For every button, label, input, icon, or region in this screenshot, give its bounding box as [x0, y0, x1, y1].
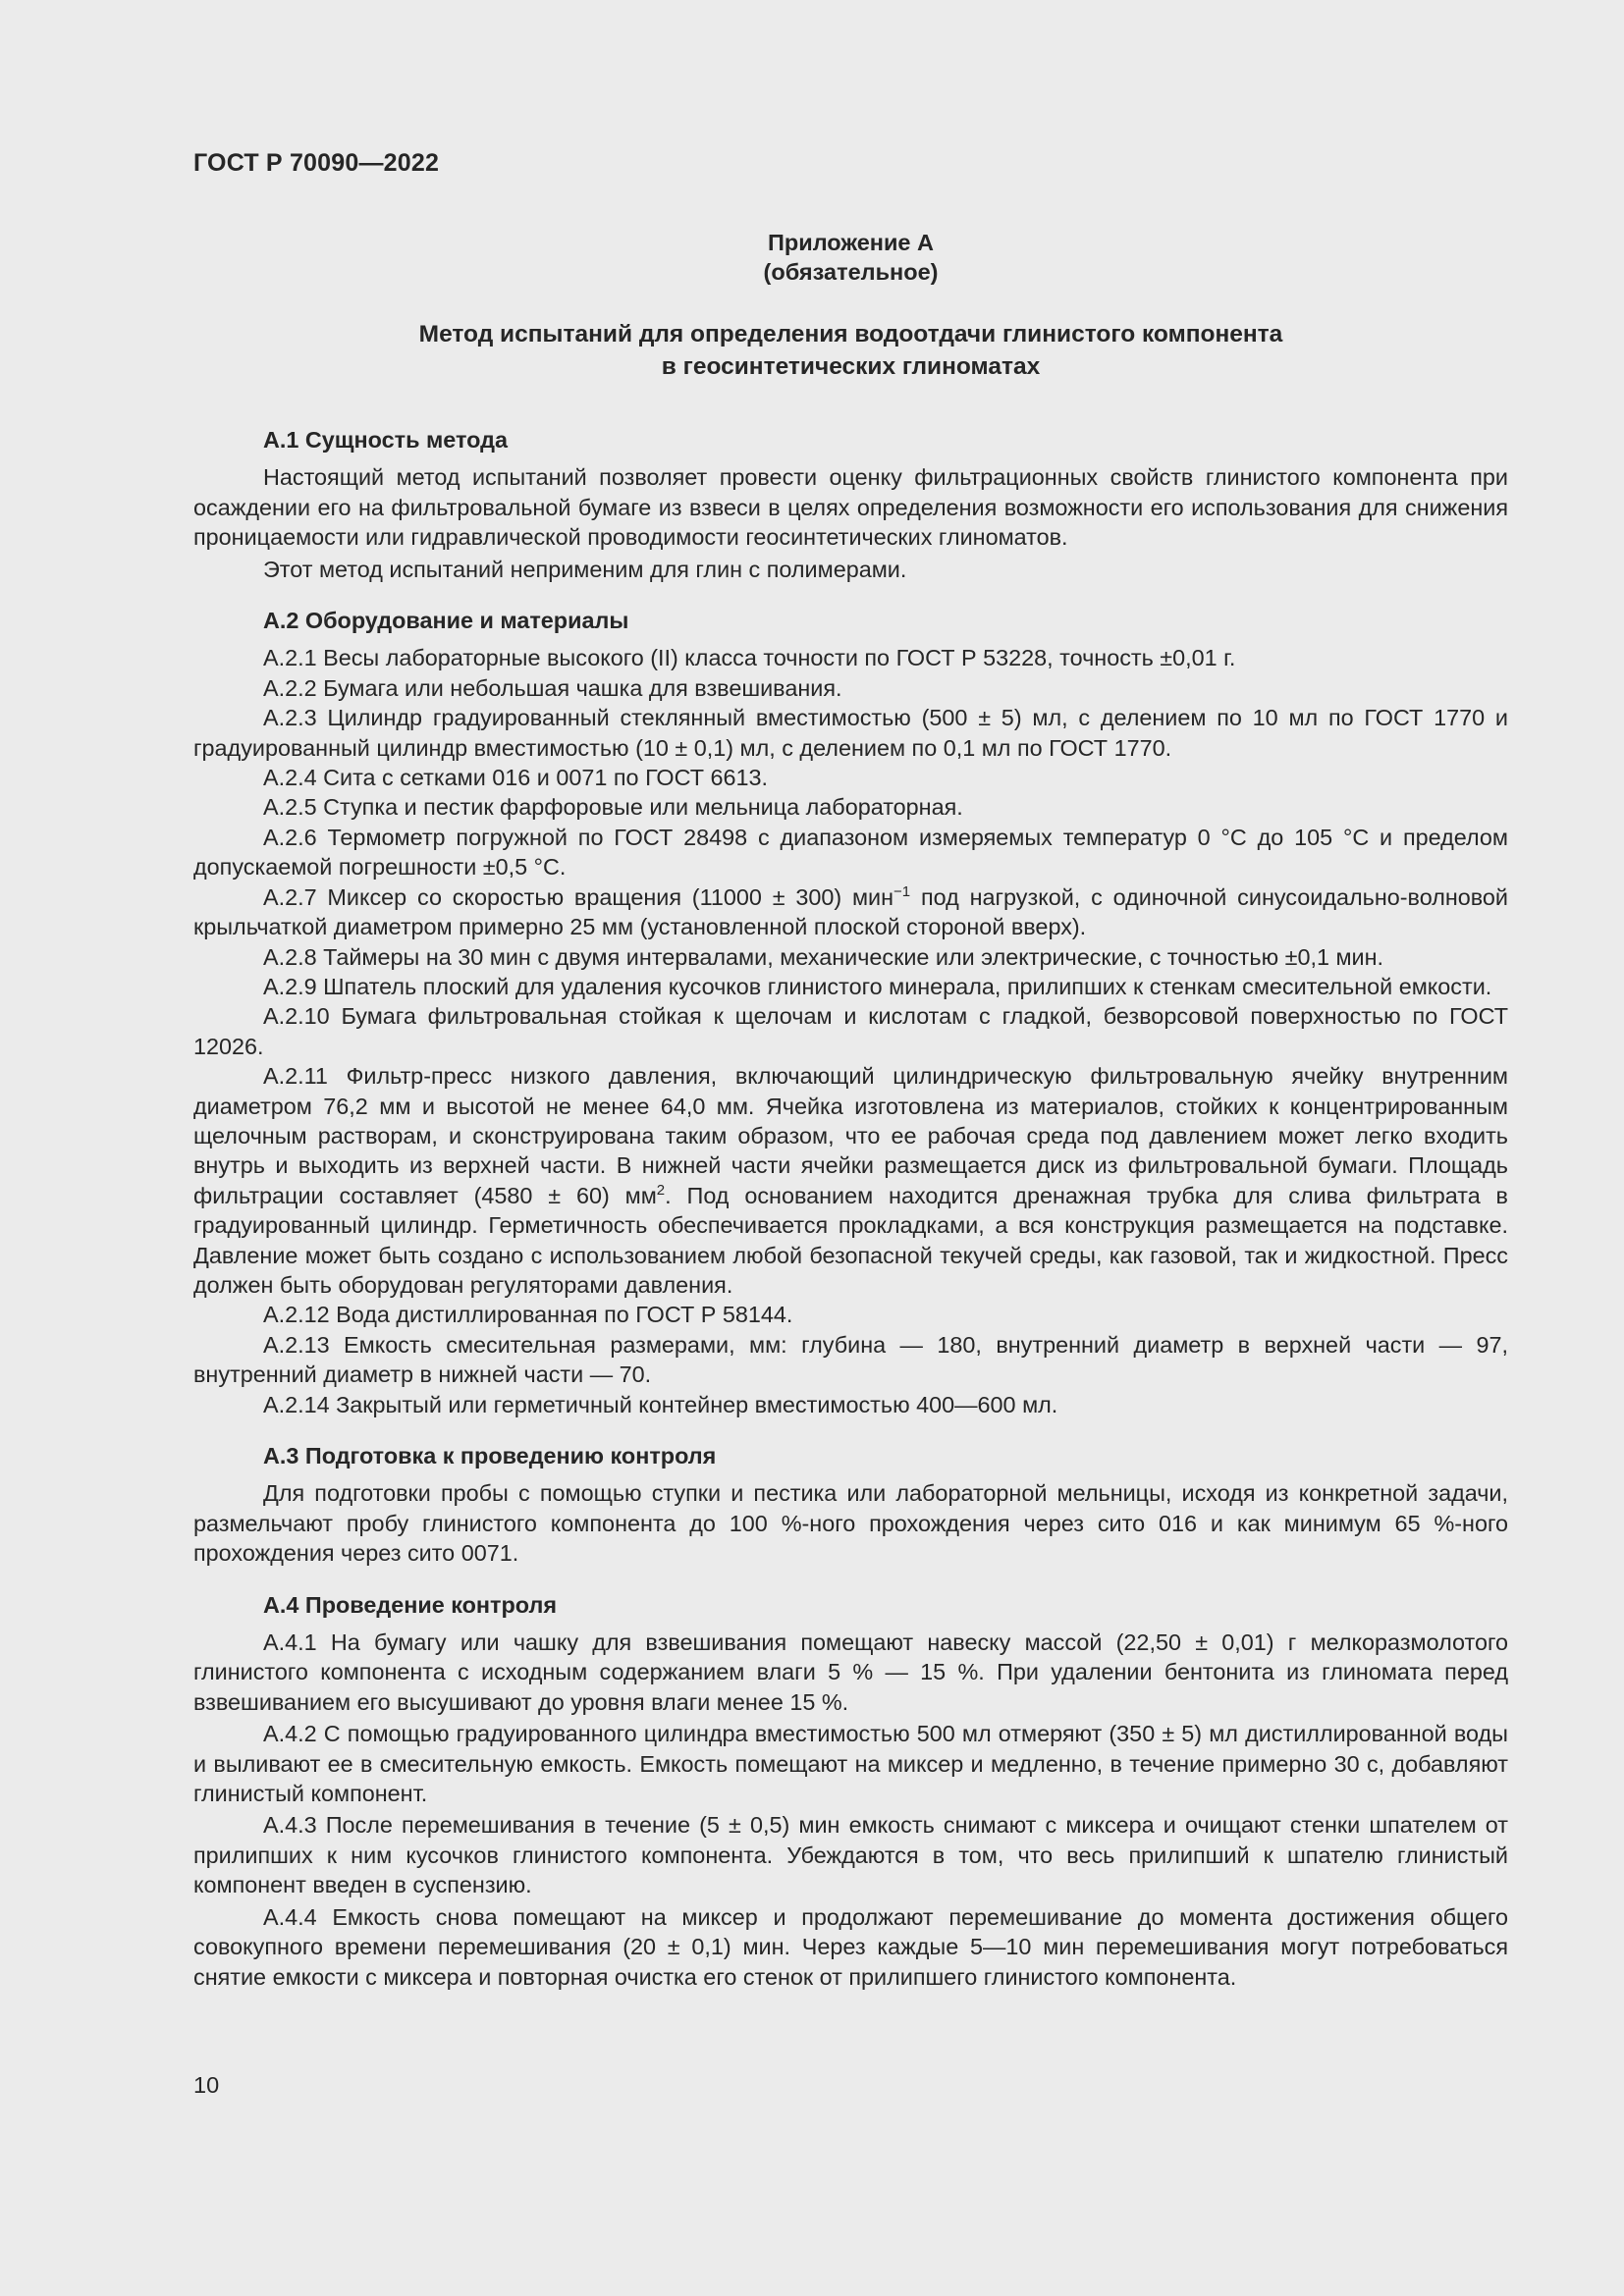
page-number: 10 [193, 2072, 220, 2098]
appendix-heading-line-1: Метод испытаний для определения водоотдачи глинистого компонента [418, 321, 1283, 347]
item-a2-11 [193, 1061, 1508, 1300]
item-a2-7-superscript: −1 [893, 882, 911, 900]
section-a1-paragraph-2: Этот метод испытаний неприменим для глин с полимерами. [263, 556, 907, 582]
section-a3-title: А.3 Подготовка к проведению контроля [263, 1443, 717, 1468]
item-a2-2: А.2.2 Бумага или небольшая чашка для взвешивания. [263, 674, 842, 701]
item-a4-2: А.4.2 С помощью градуированного цилиндра вместимостью 500 мл отмеряют (350 ± 5) мл дистиллированной воды и выливают ее в смесительную емкость. Емкость помещают на миксер и медленно, в течение примерно 30 с, добавляют глинистый компонент. [193, 1721, 1508, 1807]
section-a2-title: А.2 Оборудование и материалы [263, 608, 629, 634]
document-id-header: ГОСТ Р 70090—2022 [193, 149, 440, 177]
item-a2-7 [193, 882, 1508, 942]
item-a2-14: А.2.14 Закрытый или герметичный контейнер вместимостью 400—600 мл. [263, 1391, 1058, 1417]
item-a2-3: А.2.3 Цилиндр градуированный стеклянный вместимостью (500 ± 5) мл, с делением по 10 мл по ГОСТ 1770 и градуированный цилиндр вместимостью (10 ± 0,1) мл, с делением по 0,1 мл по ГОСТ 1770. [193, 705, 1508, 761]
item-a2-11-superscript: 2 [656, 1181, 666, 1199]
item-a2-11-text-b: . Под основанием находится дренажная трубка для слива фильтрата в градуированный цилиндр. Герметичность обеспечивается прокладками, а вся конструкция размещается на подставке. Давление может быть создано с использованием любой безопасной текучей среды, как газовой, так и жидкостной. Пресс должен быть оборудован регуляторами давления. [193, 1182, 1508, 1298]
section-a3-paragraph-1: Для подготовки пробы с помощью ступки и пестика или лабораторной мельницы, исходя из конкретной задачи, размельчают пробу глинистого компонента до 100 %-ного прохождения через сито 016 и как минимум 65 %-ного прохождения через сито 0071. [193, 1480, 1508, 1567]
section-a1-title: А.1 Сущность метода [263, 427, 508, 453]
appendix-heading [193, 318, 1508, 383]
item-a2-8: А.2.8 Таймеры на 30 мин с двумя интервалами, механические или электрические, с точностью ±0,1 мин. [263, 943, 1384, 970]
item-a2-1: А.2.1 Весы лабораторные высокого (II) класса точности по ГОСТ Р 53228, точность ±0,01 г. [263, 645, 1236, 671]
document-body [193, 228, 1508, 1992]
item-a2-10: А.2.10 Бумага фильтровальная стойкая к щелочам и кислотам с гладкой, безворсовой поверхностью по ГОСТ 12026. [193, 1003, 1508, 1059]
item-a2-7-text-b: под нагрузкой, с одиночной синусоидально-волновой крыльчаткой диаметром примерно 25 мм (установленной плоской стороной вверх). [193, 883, 1509, 940]
item-a2-12: А.2.12 Вода дистиллированная по ГОСТ Р 58144. [263, 1302, 793, 1328]
appendix-status: (обязательное) [763, 259, 939, 285]
appendix-title: Приложение А [768, 230, 934, 255]
appendix-heading-line-2: в геосинтетических глиноматах [661, 353, 1041, 380]
item-a2-5: А.2.5 Ступка и пестик фарфоровые или мельница лабораторная. [263, 794, 963, 821]
item-a2-11-text-a: А.2.11 Фильтр-пресс низкого давления, включающий цилиндрическую фильтровальную ячейку внутренним диаметром 76,2 мм и высотой не менее 64,0 мм. Ячейка изготовлена из материалов, стойких к концентрированным щелочным растворам, и сконструирована таким образом, что ее рабочая среда под давлением может легко входить внутрь и выходить из верхней части. В нижней части ячейки размещается диск из фильтровальной бумаги. Площадь фильтрации составляет (4580 ± 60) мм [193, 1063, 1508, 1208]
item-a2-4: А.2.4 Сита с сетками 016 и 0071 по ГОСТ 6613. [263, 765, 769, 791]
section-a1-paragraph-1: Настоящий метод испытаний позволяет провести оценку фильтрационных свойств глинистого компонента при осаждении его на фильтровальной бумаге из взвеси в целях определения возможности его использования для снижения проницаемости или гидравлической проводимости геосинтетических глиноматов. [193, 464, 1508, 551]
item-a4-1: А.4.1 На бумагу или чашку для взвешивания помещают навеску массой (22,50 ± 0,01) г мелкоразмолотого глинистого компонента с исходным содержанием влаги 5 % — 15 %. При удалении бентонита из глиномата перед взвешиванием его высушивают до уровня влаги менее 15 %. [193, 1629, 1508, 1715]
item-a2-13: А.2.13 Емкость смесительная размерами, мм: глубина — 180, внутренний диаметр в верхней части — 97, внутренний диаметр в нижней части — 70. [193, 1331, 1508, 1388]
item-a2-9: А.2.9 Шпатель плоский для удаления кусочков глинистого минерала, прилипших к стенкам смесительной емкости. [263, 973, 1492, 999]
item-a4-3: А.4.3 После перемешивания в течение (5 ± 0,5) мин емкость снимают с миксера и очищают стенки шпателем от прилипших к ним кусочков глинистого компонента. Убеждаются в том, что весь прилипший к шпателю глинистый компонент введен в суспензию. [193, 1812, 1508, 1898]
item-a2-6: А.2.6 Термометр погружной по ГОСТ 28498 с диапазоном измеряемых температур 0 °С до 105 °С и пределом допускаемой погрешности ±0,5 °С. [193, 824, 1508, 881]
section-a4-title: А.4 Проведение контроля [263, 1591, 558, 1618]
item-a2-7-text-a: А.2.7 Миксер со скоростью вращения (11000 ± 300) мин [263, 883, 894, 910]
item-a4-4: А.4.4 Емкость снова помещают на миксер и продолжают перемешивание до момента достижения общего совокупного времени перемешивания (20 ± 0,1) мин. Через каждые 5—10 мин перемешивания могут потребоваться снятие емкости с миксера и повторная очистка его стенок от прилипшего глинистого компонента. [193, 1903, 1508, 1990]
